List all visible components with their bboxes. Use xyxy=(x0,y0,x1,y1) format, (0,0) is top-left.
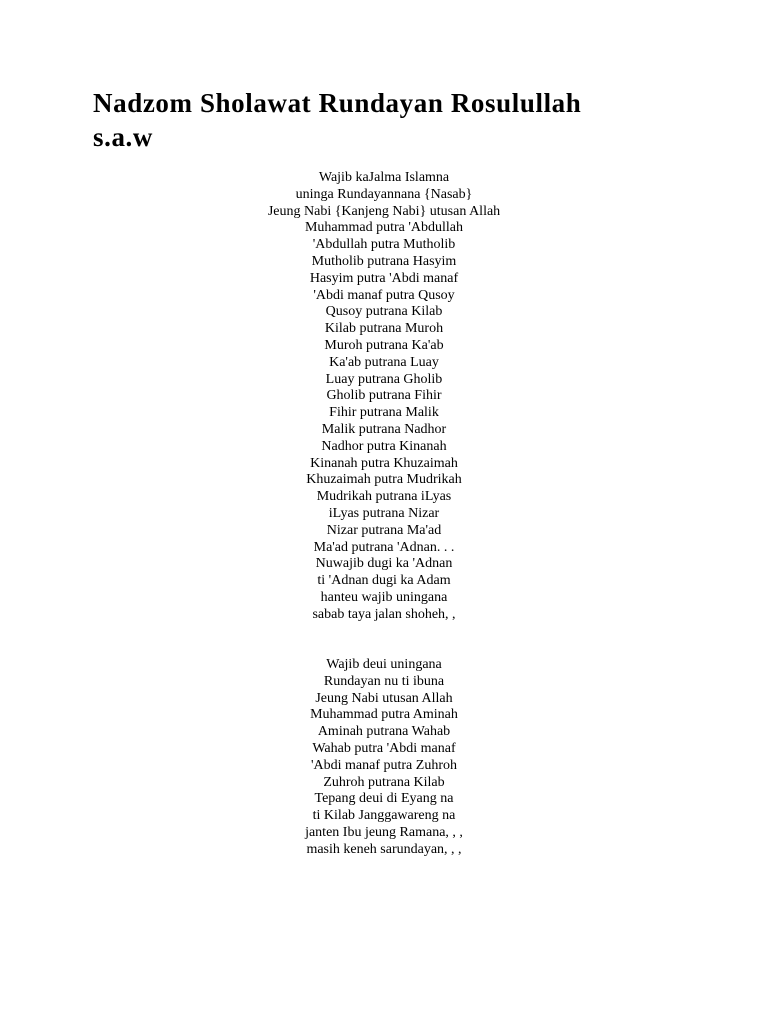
poem-line: Hasyim putra 'Abdi manaf xyxy=(309,270,459,286)
poem-line: Ka'ab putrana Luay xyxy=(329,354,439,370)
poem-line: Qusoy putrana Kilab xyxy=(325,304,443,320)
document-title xyxy=(93,86,713,154)
poem-line: Luay putrana Gholib xyxy=(325,371,443,387)
title-line-2: s.a.w xyxy=(93,122,154,152)
poem-line: Aminah putrana Wahab xyxy=(317,724,451,740)
poem-line: Rundayan nu ti ibuna xyxy=(323,673,445,689)
poem-line: Ma'ad putrana 'Adnan. . . xyxy=(313,539,455,555)
poem-line: Jeung Nabi {Kanjeng Nabi} utusan Allah xyxy=(267,203,501,219)
poem-line: Muhammad putra 'Abdullah xyxy=(304,220,464,236)
poem-stanza-1 xyxy=(184,170,584,624)
poem-line: Jeung Nabi utusan Allah xyxy=(315,690,453,706)
poem-line: Muroh putrana Ka'ab xyxy=(324,337,444,353)
poem-line: Kilab putrana Muroh xyxy=(324,321,444,337)
poem-line: 'Abdi manaf putra Zuhroh xyxy=(311,757,457,773)
poem-line: Fihir putrana Malik xyxy=(329,405,439,421)
title-line-1: Nadzom Sholawat Rundayan Rosulullah xyxy=(93,88,582,118)
poem-line: sabab taya jalan shoheh, , xyxy=(312,606,456,622)
poem-line: Kinanah putra Khuzaimah xyxy=(310,455,458,471)
poem-line: Muhammad putra Aminah xyxy=(310,707,458,723)
poem-line: iLyas putrana Nizar xyxy=(328,505,440,521)
poem-line: Wahab putra 'Abdi manaf xyxy=(312,740,456,756)
poem-line: Wajib deui uningana xyxy=(326,657,442,672)
poem-line: ti 'Adnan dugi ka Adam xyxy=(317,573,451,589)
poem-line: masih keneh sarundayan, , , xyxy=(306,841,462,857)
poem-line: Gholib putrana Fihir xyxy=(326,388,442,404)
poem-line: Khuzaimah putra Mudrikah xyxy=(306,472,462,488)
poem-line: Mutholib putrana Hasyim xyxy=(311,253,457,269)
poem-line: uninga Rundayannana {Nasab} xyxy=(295,186,473,202)
poem-stanza-2 xyxy=(184,657,584,859)
poem-line: Nizar putrana Ma'ad xyxy=(326,522,442,538)
poem-line: Nadhor putra Kinanah xyxy=(321,438,447,454)
poem-line: ti Kilab Janggawareng na xyxy=(312,808,456,824)
poem-line: Mudrikah putrana iLyas xyxy=(316,489,452,505)
poem-line: janten Ibu jeung Ramana, , , xyxy=(305,824,463,840)
poem-line: Nuwajib dugi ka 'Adnan xyxy=(315,556,453,572)
poem-line: Wajib kaJalma Islamna xyxy=(318,170,450,185)
poem-line: Malik putrana Nadhor xyxy=(321,421,447,437)
poem-line: 'Abdi manaf putra Qusoy xyxy=(313,287,455,303)
poem-line: 'Abdullah putra Mutholib xyxy=(312,237,456,253)
poem-line: Zuhroh putrana Kilab xyxy=(323,774,445,790)
poem-line: hanteu wajib uningana xyxy=(320,589,448,605)
poem-line: Tepang deui di Eyang na xyxy=(314,791,454,807)
